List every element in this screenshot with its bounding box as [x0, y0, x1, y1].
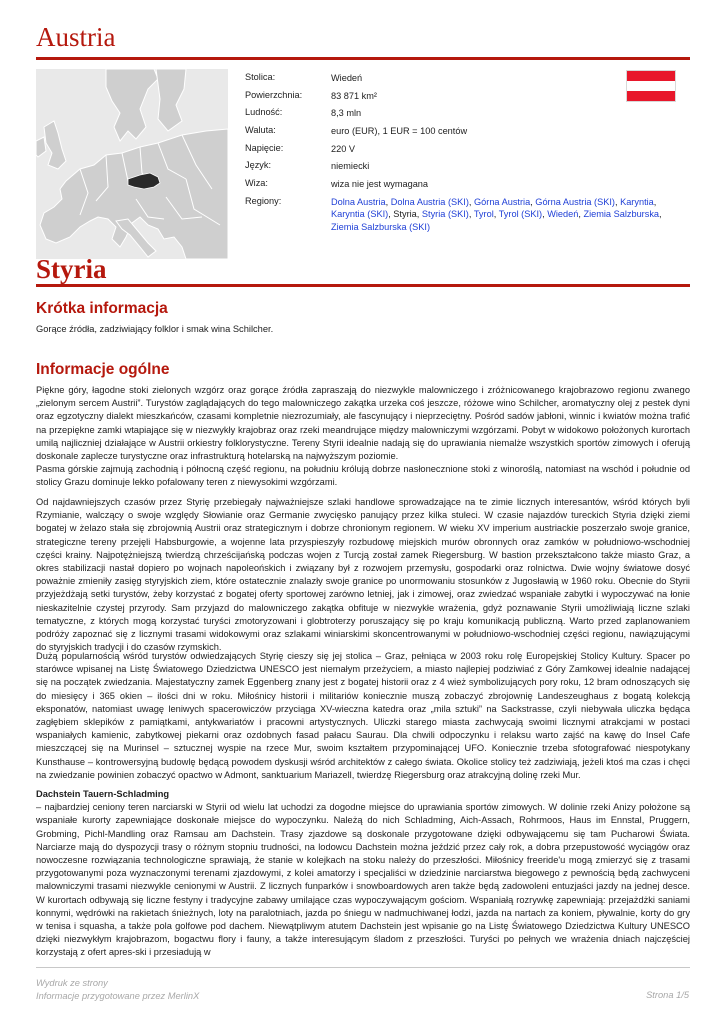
- info-row-regions: [245, 196, 690, 233]
- region-link[interactable]: Górna Austria: [474, 196, 531, 207]
- info-row-voltage: [245, 143, 690, 161]
- region-link[interactable]: Dolna Austria: [331, 196, 386, 207]
- region-link[interactable]: Karyntia: [620, 196, 654, 207]
- info-label: Język:: [245, 160, 272, 171]
- info-label: Napięcie:: [245, 142, 284, 153]
- general-info-paragraph: Od najdawniejszych czasów przez Styrię przebiegały najważniejsze szlaki handlowe sprowadzające na te zimie licznych interesantów, wśród których byli Rzymianie, walczący o swoje względy Słowianie oraz Germanie zwycięsko panujący przez kilka stuleci. W czasie najazdów tureckich Styria dzięki ziemi bogatej w żelazo stała się zbrojownią Austrii oraz strategicznym i dobrze chronionym regionem. W wieku XV imperium austriackie poszerzało swoje granice, strategiczne tereny przejęli Habsburgowie, a wojenne lata przyspieszyły rozbudowę miejskich murów obronnych oraz zamków w południowo-wschodniej części krainy. Najpotężniejszą twierdzą chrześcijańską podczas wojen z Turcją został zamek Riegersburg. W bastion przekształcono także miasto Graz, a okres stabilizacji nastał dopiero po wojnach napoleońskich i związany był z rozwojem przemysłu, gospodarki oraz rolnictwa. Dwie wojny światowe dosyć poważnie zmieniły zasięg styryjskich ziem, które ostatecznie znalazły swoje granice po unormowaniu stosunków z Jugosławią w 1960 roku. Obecnie do Styrii przyjeżdżają setki turystów, żeby korzystać z bogatej oferty sportowej zarówno letniej, jak i zimowej, oraz zwiedzać wspaniałe zabytki i wypoczywać na łonie nieskazitelnie czystej przyrody. Sam przyjazd do malowniczego zakątka obfituje w niezwykłe wrażenia, gdyż poznawanie Styrii umożliwiają liczne szlaki tematyczne, z których mogą korzystać turyści zmotoryzowani i globtroterzy poruszający się po kraju komunikacją publiczną. Warto przed zaplanowaniem podróży zapoznać się z licznymi trasami widokowymi oraz szlakami winiarskimi skoncentrowanymi w południowo-wschodniej części regionu, nawiązującymi do styryjskich tradycji i do czasów rzymskich.: [36, 497, 690, 653]
- region-link[interactable]: Tyrol: [473, 209, 494, 220]
- info-row-area: [245, 90, 690, 108]
- footer-line-print: Wydruk ze strony: [36, 978, 108, 988]
- info-value: euro (EUR), 1 EUR = 100 centów: [331, 126, 468, 137]
- country-title: Austria: [36, 22, 116, 52]
- europe-map-svg: [36, 69, 228, 259]
- general-info-heading: Informacje ogólne: [36, 361, 170, 378]
- info-label: Powierzchnia:: [245, 89, 303, 100]
- regions-list: Dolna Austria, Dolna Austria (SKI), Górna Austria, Górna Austria (SKI), Karyntia, Karyntia (SKI), Styria, Styria (SKI), Tyrol, Tyrol (SKI), Wiedeń, Ziemia Salzburska, Ziemia Salzburska (SKI): [331, 196, 662, 232]
- general-info-paragraph: Dużą popularnością wśród turystów odwiedzających Styrię cieszy się jej stolica – Graz, pełniąca w 2003 roku rolę Europejskiej Stolicy Kultury. Spacer po starówce wpisanej na Listę Światowego Dziedzictwa UNESCO jest niemałym przeżyciem, a miasto najlepiej podziwiać z Góry Zamkowej idealnie nadającej się na początek zwiedzania. Majestatyczny zamek Eggenberg znany jest z bogatej historii oraz z 4 wież symbolizujących pory roku, 12 bram odnoszących się do miesięcy i 365 okien – ilości dni w roku. Miłośnicy historii i militariów koniecznie muszą zobaczyć zbrojownię Landeszeughaus z bogatą kolekcją eksponatów, natomiast uwagę leniwych spacerowiczów przyciąga XV-wieczna katedra oraz „mila sztuki” na Sackstrasse, czyli niebywała uliczka będąca zagłębiem sklepików z pamiątkami, antykwariatów i pracowni artystycznych. Uliczki starego miasta zachwycają swoimi licznymi atrakcjami w postaci wspaniałych kamienic, zabytkowej piekarni oraz ozdobnych fasad pałacu Saurau. Dla chwili odpoczynku i relaksu warto zajść na kawę do Insel Cafe mieszczącej się na Murinsel – sztucznej wyspie na rzece Mur, swoim kształtem przypominającej UFO. Koniecznie trzeba sfotografować niespotykany Kunsthause – kontrowersyjną budowlę będącą powodem dyskusji wśród architektów z całego świata. Okolice stolicy też zadziwiają, jeżeli ktoś ma czas i chęci na zwiedzanie powinien zobaczyć opactwo w Admont, sanktuarium Mariazell, twierdzę Riegersburg oraz atrakcyjną dolinę rzeki Mur.: [36, 651, 690, 780]
- info-row-capital: [245, 72, 690, 90]
- country-info-table: [245, 72, 690, 233]
- title-divider: [36, 57, 690, 60]
- footer-divider: [36, 967, 690, 968]
- region-link[interactable]: Styria (SKI): [421, 209, 469, 220]
- dachstein-text: – najbardziej ceniony teren narciarski w Styrii od wielu lat uchodzi za dogodne miejsce do uprawiania sportów zimowych. W dolinie rzeki Anizy położone są wspaniałe kurorty zapewniające doskonałe miejsce do wypoczynku. Należą do nich Schladming, Aich-Assach, Rohrmoos, Haus im Ennstal, Pruggern, Grobming, Pichl-Mandling oraz Ramsau am Dachstein. Trasy zjazdowe są doskonale przygotowane dzięki odbywającemu się tam Pucharowi Świata. Narciarze mają do dyspozycji trasy o różnym stopniu trudności, na lodowcu Dachstein można jeździć przez cały rok, a dobra przepustowość wyciągów oraz nowoczesne rozwiązania technologiczne sprawiają, że stanie w kolejkach na stoku należy do przeszłości. Miłośnicy freeride'u mogą zmierzyć się z trasami przygotowanymi poza wyznaczonymi terenami zjazdowymi, z kolei amatorzy i specjaliści w dziedzinie narciarstwa biegowego z pewnością będą zachwyceni malowniczymi trasami niezwykle cenionymi w Austrii. Z licznych funparków i snowboardowych aren także będą zadowoleni entuzjaści jazdy na jednej desce. W kurortach odbywają się liczne festyny i tradycyjne zabawy umilające czas wypoczywającym gościom. Wspaniałą rozrywkę zapewniają: przejażdżki saniami konnymi, wędrówki na rakietach śnieżnych, loty na paralotniach, jazda po śniegu w nadmuchiwanej łodzi, jazda na nartach za koniem, pływalnie, korty do gry w tenisa i squasha, a także pola golfowe pod dachem. Niewątpliwym atutem Dachstein jest wpisanie go na Listę Światowego Dziedzictwa Kultury UNESCO dzięki niezwykłym krajobrazom, bogactwu flory i fauny, a także interesującym śladom z przeszłości. Turyści po pełnych we wrażenia dniach najczęściej korzystają z ofert apres-ski i przesiadują w: [36, 802, 690, 958]
- info-value: 8,3 mln: [331, 108, 362, 119]
- footer-line-author: Informacje przygotowane przez MerlinX: [36, 991, 200, 1001]
- region-link[interactable]: Wiedeń: [547, 209, 579, 220]
- info-value: 220 V: [331, 143, 356, 154]
- flag-stripe: [627, 91, 675, 101]
- region-link[interactable]: Ziemia Salzburska (SKI): [331, 221, 431, 232]
- region-current: Styria: [393, 209, 417, 220]
- page-number: Strona 1/5: [646, 990, 689, 1000]
- region-link[interactable]: Górna Austria (SKI): [535, 196, 615, 207]
- flag-stripe: [627, 71, 675, 81]
- general-info-paragraph: Pasma górskie zajmują zachodnią i północną część regionu, na południu królują dobrze nasłonecznione stoki z winoroślą, natomiast na wschód i południe od stolicy Grazu dominuje lekko pofalowany teren z niewysokimi wzgórzami.: [36, 464, 690, 488]
- short-info-heading: Krótka informacja: [36, 300, 168, 317]
- info-value: 83 871 km²: [331, 90, 377, 101]
- info-row-population: [245, 107, 690, 125]
- region-title: Styria: [36, 254, 107, 284]
- info-label: Stolica:: [245, 72, 276, 82]
- region-link[interactable]: Tyrol (SKI): [498, 209, 543, 220]
- austria-flag: [626, 70, 676, 102]
- info-row-currency: [245, 125, 690, 143]
- info-row-visa: [245, 178, 690, 196]
- footer-info: [36, 977, 199, 1003]
- info-label: Regiony:: [245, 195, 282, 206]
- general-info-paragraph: Piękne góry, łagodne stoki zielonych wzgórz oraz gorące źródła zapraszają do niezwykle malowniczego i zróżnicowanego krajobrazowo regionu zwanego „zielonym sercem Austrii”. Turystów zaglądających do tego malowniczego zakątka urzeka coś jeszcze, różowe wino Schilcher, aromatyczny olej z pestek dyni oraz egzotyczny dialekt mieszkańców, czasami kompletnie niezrozumiały, ale fascynujący i nieprzeciętny. Pośród sadów jabłoni, winnic i kwiatów można trafić na przepiękne zamki wtapiające się w niezwykły krajobraz oraz rzeki meandrujące między malowniczymi wzgórzami. Pobyt w widokowo położonych kurortach umilą najliczniej działające w Austrii orkiestry folklorystyczne. Tereny Styrii idealnie nadają się do uprawiania niemalże wszystkich sportów zimowych i oferują doskonale zaplecze turystyczne oraz infrastrukturą hotelarską na najwyższym poziomie.: [36, 385, 690, 462]
- region-title-divider: [36, 284, 690, 287]
- info-label: Wiza:: [245, 178, 268, 189]
- info-value: niemiecki: [331, 161, 370, 172]
- info-value: wiza nie jest wymagana: [331, 179, 429, 190]
- dachstein-heading: Dachstein Tauern-Schladming: [36, 789, 170, 799]
- region-link[interactable]: Karyntia (SKI): [331, 209, 389, 220]
- info-value: Wiedeń: [331, 73, 363, 83]
- short-info-text: Gorące źródła, zadziwiający folklor i smak wina Schilcher.: [36, 324, 274, 334]
- info-label: Ludność:: [245, 107, 283, 118]
- dachstein-section: [36, 788, 690, 960]
- flag-stripe: [627, 81, 675, 91]
- region-link[interactable]: Dolna Austria (SKI): [390, 196, 469, 207]
- region-link[interactable]: Ziemia Salzburska: [583, 209, 660, 220]
- europe-map: [36, 69, 228, 259]
- info-row-language: [245, 160, 690, 178]
- info-label: Waluta:: [245, 125, 276, 136]
